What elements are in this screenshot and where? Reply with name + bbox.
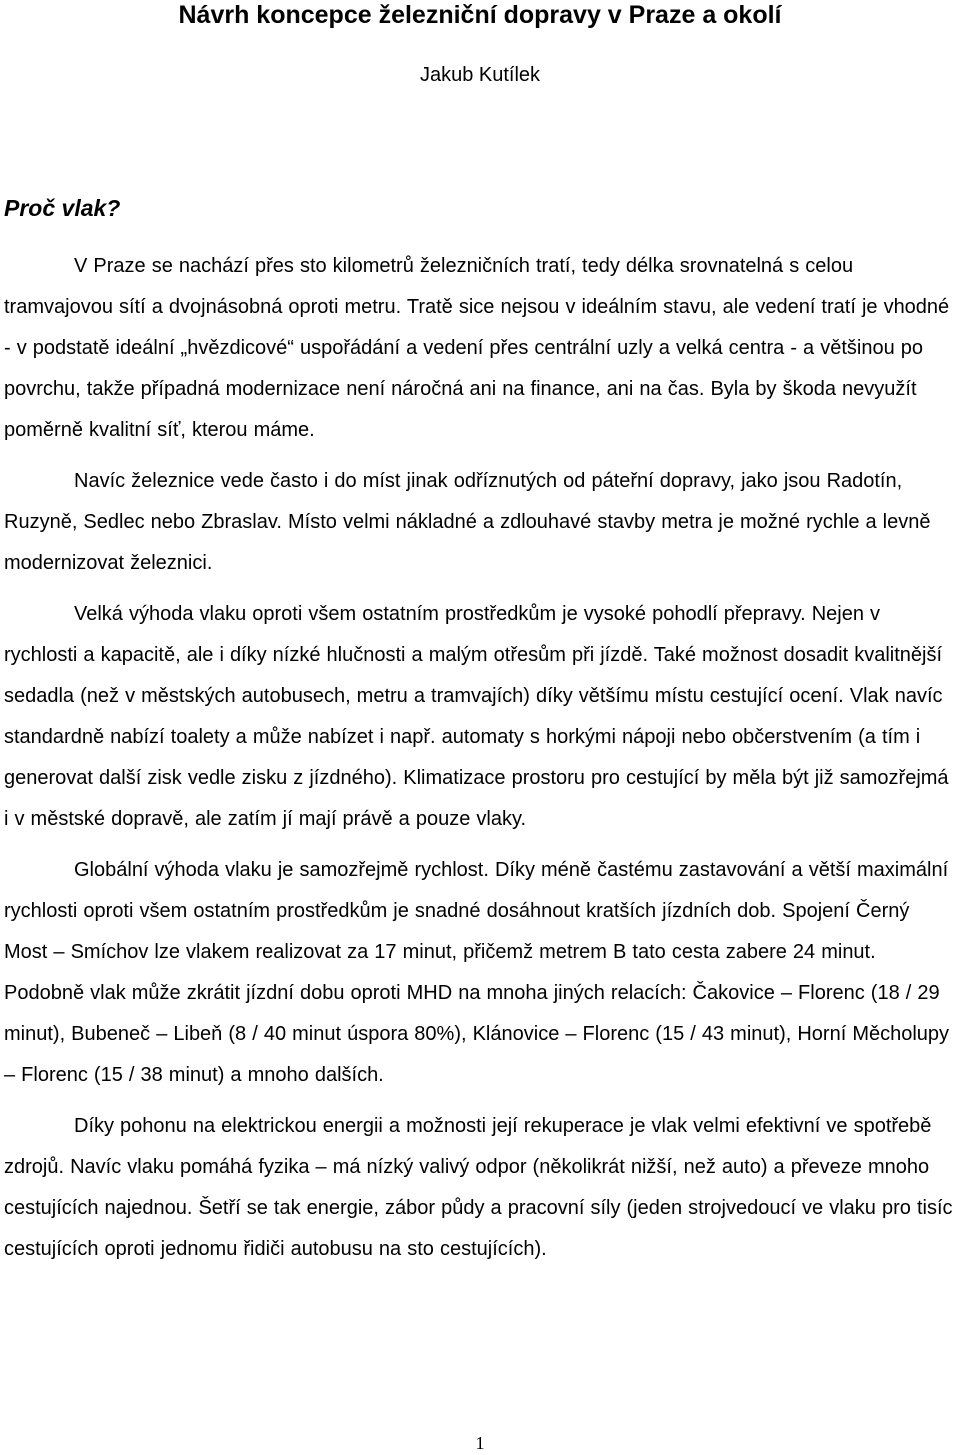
paragraph: Díky pohonu na elektrickou energii a možnosti její rekuperace je vlak velmi efektivní ve spotřebě zdrojů. Navíc vlaku pomáhá fyzika – má nízký valivý odpor (několikrát nižší, než auto) a převeze mnoho cestujících najednou. Šetří se tak energie, zábor půdy a pracovní síly (jeden strojvedoucí ve vlaku pro tisíc cestujících oproti jednomu řidiči autobusu na sto cestujících). xyxy=(4,1115,953,1260)
section-heading: Proč vlak? xyxy=(4,195,121,221)
paragraph: V Praze se nachází přes sto kilometrů železničních tratí, tedy délka srovnatelná s celou tramvajovou sítí a dvojnásobná oproti metru. Tratě sice nejsou v ideálním stavu, ale vedení tratí je vhodné - v podstatě ideální „hvězdicové“ uspořádání a vedení přes centrální uzly a velká centra - a většinou po povrchu, takže případná modernizace není náročná ani na finance, ani na čas. Byla by škoda nevyužít poměrně kvalitní síť, kterou máme. xyxy=(4,255,950,441)
body-text xyxy=(4,246,956,1280)
page-number: 1 xyxy=(475,1433,485,1453)
author-name: Jakub Kutílek xyxy=(419,64,541,86)
paragraph: Navíc železnice vede často i do míst jinak odříznutých od páteřní dopravy, jako jsou Radotín, Ruzyně, Sedlec nebo Zbraslav. Místo velmi nákladné a zdlouhavé stavby metra je možné rychle a levně modernizovat železnici. xyxy=(4,470,931,574)
document-title: Návrh koncepce železniční dopravy v Praze a okolí xyxy=(178,1,782,29)
paragraph: Globální výhoda vlaku je samozřejmě rychlost. Díky méně častému zastavování a větší maximální rychlosti oproti všem ostatním prostředkům je snadné dosáhnout kratších jízdních dob. Spojení Černý Most – Smíchov lze vlakem realizovat za 17 minut, přičemž metrem B tato cesta zabere 24 minut. Podobně vlak může zkrátit jízdní dobu oproti MHD na mnoha jiných relacích: Čakovice – Florenc (18 / 29 minut), Bubeneč – Libeň (8 / 40 minut úspora 80%), Klánovice – Florenc (15 / 43 minut), Horní Měcholupy – Florenc (15 / 38 minut) a mnoho dalších. xyxy=(4,859,950,1086)
paragraph: Velká výhoda vlaku oproti všem ostatním prostředkům je vysoké pohodlí přepravy. Nejen v rychlosti a kapacitě, ale i díky nízké hlučnosti a malým otřesům při jízdě. Také možnost dosadit kvalitnější sedadla (než v městských autobusech, metru a tramvajích) díky většímu místu cestující ocení. Vlak navíc standardně nabízí toalety a může nabízet i např. automaty s horkými nápoji nebo občerstvením (a tím i generovat další zisk vedle zisku z jízdného). Klimatizace prostoru pro cestující by měla být již samozřejmá i v městské dopravě, ale zatím jí mají právě a pouze vlaky. xyxy=(4,603,949,830)
